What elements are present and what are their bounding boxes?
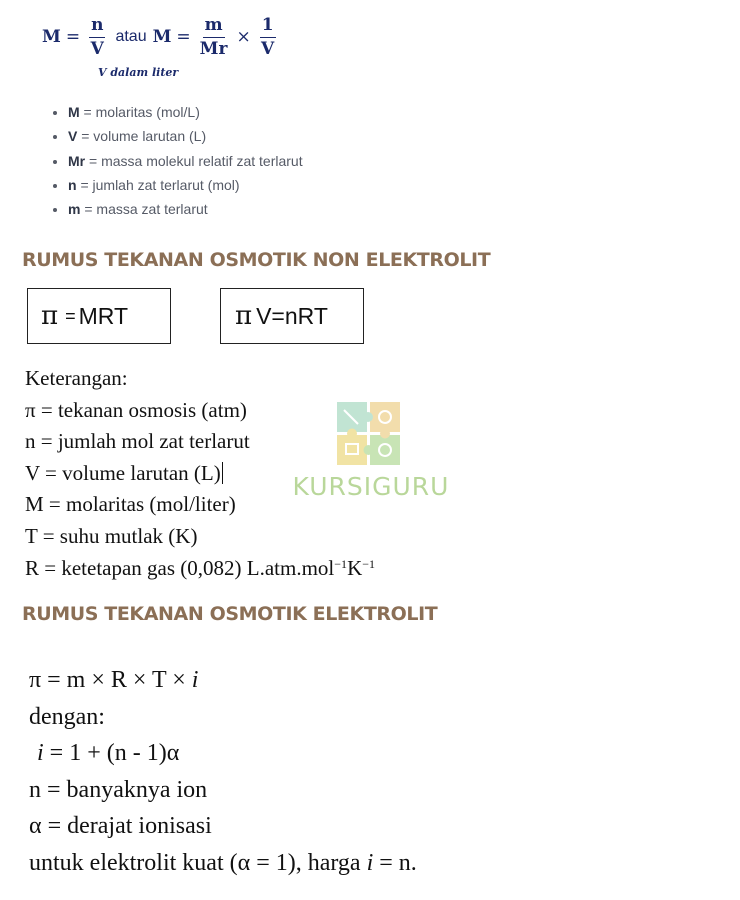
list-item [68, 174, 303, 198]
fraction-denominator: Mr [199, 38, 228, 59]
list-item [68, 150, 303, 174]
definition-text: = jumlah zat terlarut (mol) [76, 176, 240, 193]
definition-text: = molaritas (mol/L) [79, 104, 200, 120]
definition-symbol: M [68, 104, 80, 120]
molarity-formula [42, 12, 280, 62]
fraction-denominator: V [261, 38, 275, 59]
unit-k: K [347, 555, 363, 580]
list-item [68, 198, 303, 222]
definition-text: = volume larutan (L) [77, 128, 207, 145]
pi-symbol: π [41, 301, 59, 331]
formula-note: V dalam liter [98, 66, 179, 79]
electrolyte-formula-text: π = m × R × T × [29, 667, 192, 693]
definition-symbol: Mr [68, 152, 86, 169]
times-sign: × [236, 27, 251, 47]
fraction-1-over-v [260, 14, 276, 59]
ionization-degree-line: α = derajat ionisasi [29, 813, 212, 839]
vant-hoff-factor: i [191, 667, 199, 693]
definition-symbol: V [68, 128, 78, 145]
legend-line-pi: π = tekanan osmosis (atm) [25, 397, 247, 422]
fraction-numerator: m [203, 17, 225, 38]
legend-line-v-text: V = volume larutan (L) [25, 460, 221, 485]
formula-lhs-1: M [42, 27, 61, 47]
watermark-text: KURSIGURU [292, 472, 450, 501]
electrolyte-formula [29, 662, 417, 699]
legend-line-v [25, 458, 375, 490]
list-item [68, 125, 303, 149]
equals-sign: = [65, 305, 76, 326]
strong-electrolyte-text: untuk elektrolit kuat (α = 1), harga [29, 849, 367, 876]
ion-count-line: n = banyaknya ion [29, 776, 208, 803]
formula-box-pi-mrt [27, 288, 171, 344]
section-heading-non-electrolyte: RUMUS TEKANAN OSMOTIK NON ELEKTROLIT [22, 249, 491, 271]
exponent: −1 [334, 556, 348, 571]
vant-hoff-definition-text: = 1 + (n - 1)α [43, 740, 180, 766]
equals-sign: = [65, 27, 81, 47]
definition-text: = massa molekul relatif zat terlarut [85, 152, 303, 169]
definition-symbol: n [68, 176, 77, 193]
formula-box-text: MRT [78, 302, 129, 329]
non-electrolyte-legend [25, 363, 375, 584]
strong-electrolyte-tail: = n. [373, 849, 417, 876]
equals-sign: = [176, 27, 191, 47]
exponent: −1 [362, 556, 376, 571]
legend-line-t: T = suhu mutlak (K) [25, 523, 198, 548]
pi-symbol: π [235, 301, 253, 331]
fraction-numerator: n [89, 17, 105, 38]
fraction-m-over-mr [199, 14, 228, 59]
definition-list [50, 101, 303, 222]
definition-symbol: m [68, 201, 81, 218]
fraction-numerator: 1 [260, 17, 276, 38]
legend-line-r [25, 553, 375, 585]
legend-line-m: M = molaritas (mol/liter) [25, 492, 236, 517]
list-item [68, 101, 303, 125]
dengan-label: dengan: [29, 703, 105, 730]
vant-hoff-factor: i [366, 849, 374, 876]
formula-lhs-2: M [152, 27, 172, 47]
legend-title: Keterangan: [25, 366, 128, 390]
electrolyte-formula-block [29, 662, 417, 881]
definition-text: = massa zat terlarut [80, 201, 208, 218]
vant-hoff-definition [29, 735, 417, 772]
formula-box-text: V=nRT [256, 302, 328, 329]
legend-line-r-text: R = ketetapan gas (0,082) L.atm.mol [25, 555, 335, 580]
formula-connector: atau [115, 28, 147, 45]
legend-line-n: n = jumlah mol zat terlarut [25, 429, 250, 454]
formula-box-pi-v-nrt [220, 288, 364, 344]
fraction-n-over-v [89, 14, 105, 59]
text-caret [222, 462, 223, 484]
section-heading-electrolyte: RUMUS TEKANAN OSMOTIK ELEKTROLIT [22, 603, 438, 625]
fraction-denominator: V [90, 38, 104, 59]
vant-hoff-factor: i [37, 740, 44, 766]
strong-electrolyte-line [29, 845, 417, 882]
